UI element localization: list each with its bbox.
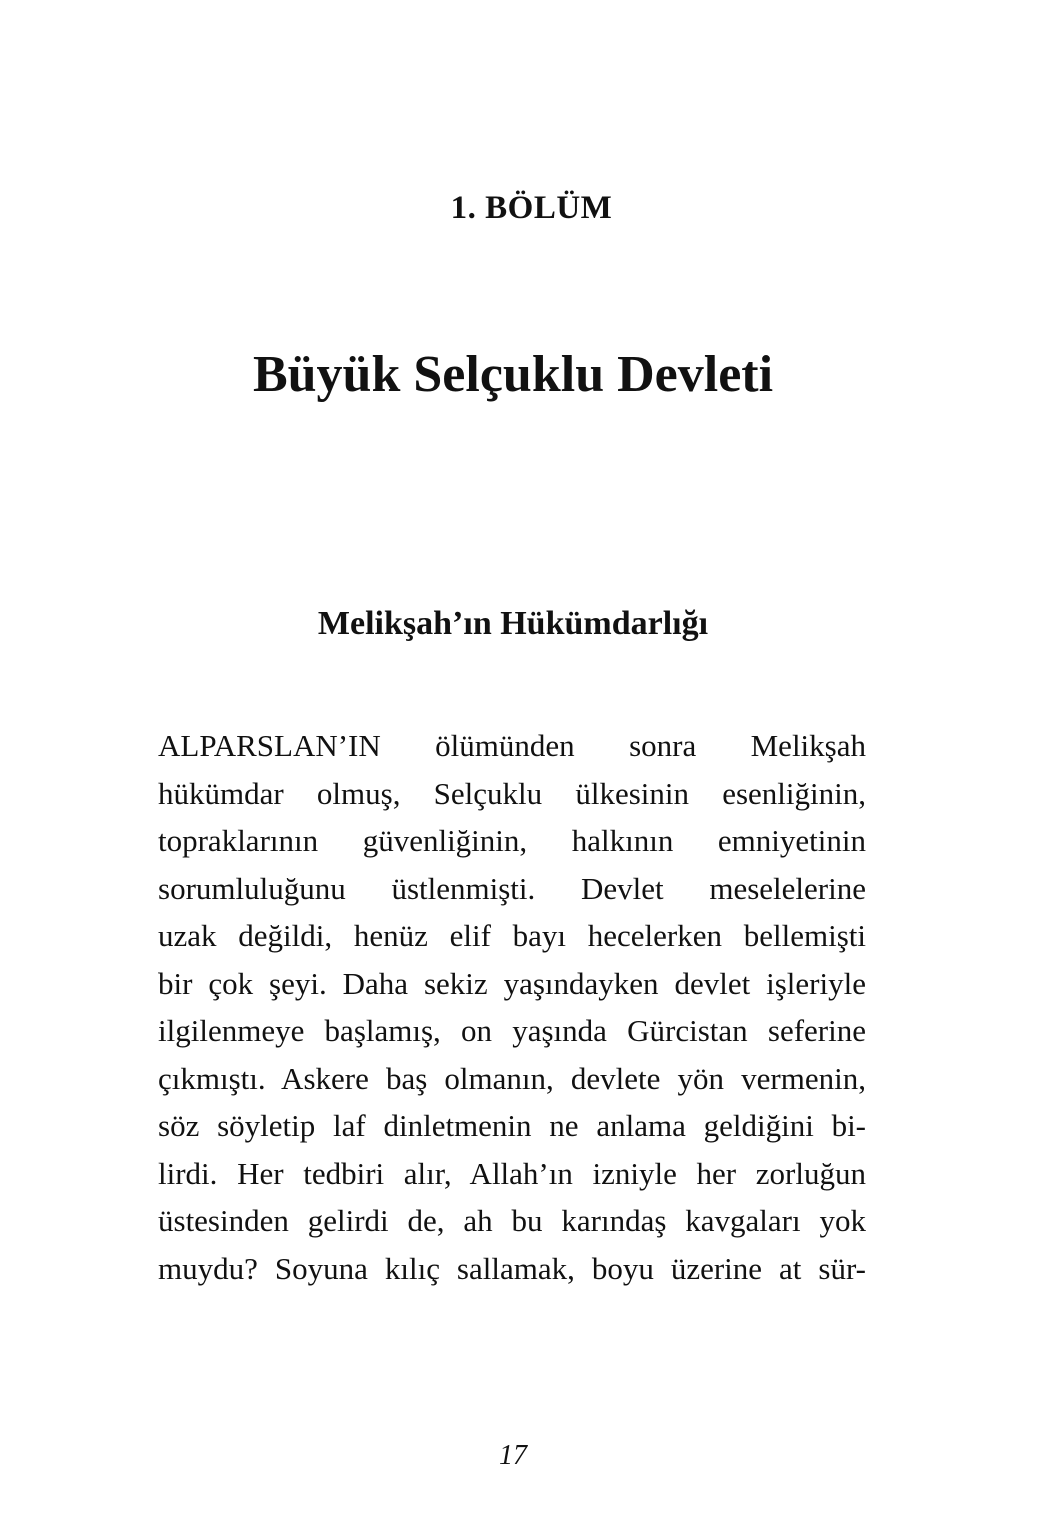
chapter-number: 1. BÖLÜM [450,190,613,226]
body-line: ALPARSLAN’IN ölümünden sonra Melikşah [158,728,866,763]
body-line: topraklarının güvenliğinin, halkının emniyetinin [158,823,866,858]
body-line: hükümdar olmuş, Selçuklu ülkesinin esenliğinin, [158,775,866,811]
body-line: sorumluluğunu üstlenmişti. Devlet meselelerine [158,870,866,906]
body-line: üstesinden gelirdi de, ah bu karındaş kavgaları yok [158,1203,866,1238]
chapter-title: Büyük Selçuklu Devleti [252,346,774,403]
body-line: uzak değildi, henüz elif bayı hecelerken bellemişti [158,918,866,953]
section-title: Melikşah’ın Hükümdarlığı [317,605,709,642]
body-line: bir çok şeyi. Daha sekiz yaşındayken devlet işleriyle [158,965,866,1001]
body-line: çıkmıştı. Askere baş olmanın, devlete yön vermenin, [158,1060,866,1096]
body-paragraph [158,722,866,1292]
body-line: lirdi. Her tedbiri alır, Allah’ın izniyle her zorluğun [158,1155,866,1191]
body-line: ilgilenmeye başlamış, on yaşında Gürcistan seferine [158,1013,866,1048]
body-line: muydu? Soyuna kılıç sallamak, boyu üzerine at sür- [158,1250,866,1286]
body-line: söz söyletip laf dinletmenin ne anlama geldiğini bi- [158,1108,866,1143]
page-number: 17 [499,1440,527,1471]
